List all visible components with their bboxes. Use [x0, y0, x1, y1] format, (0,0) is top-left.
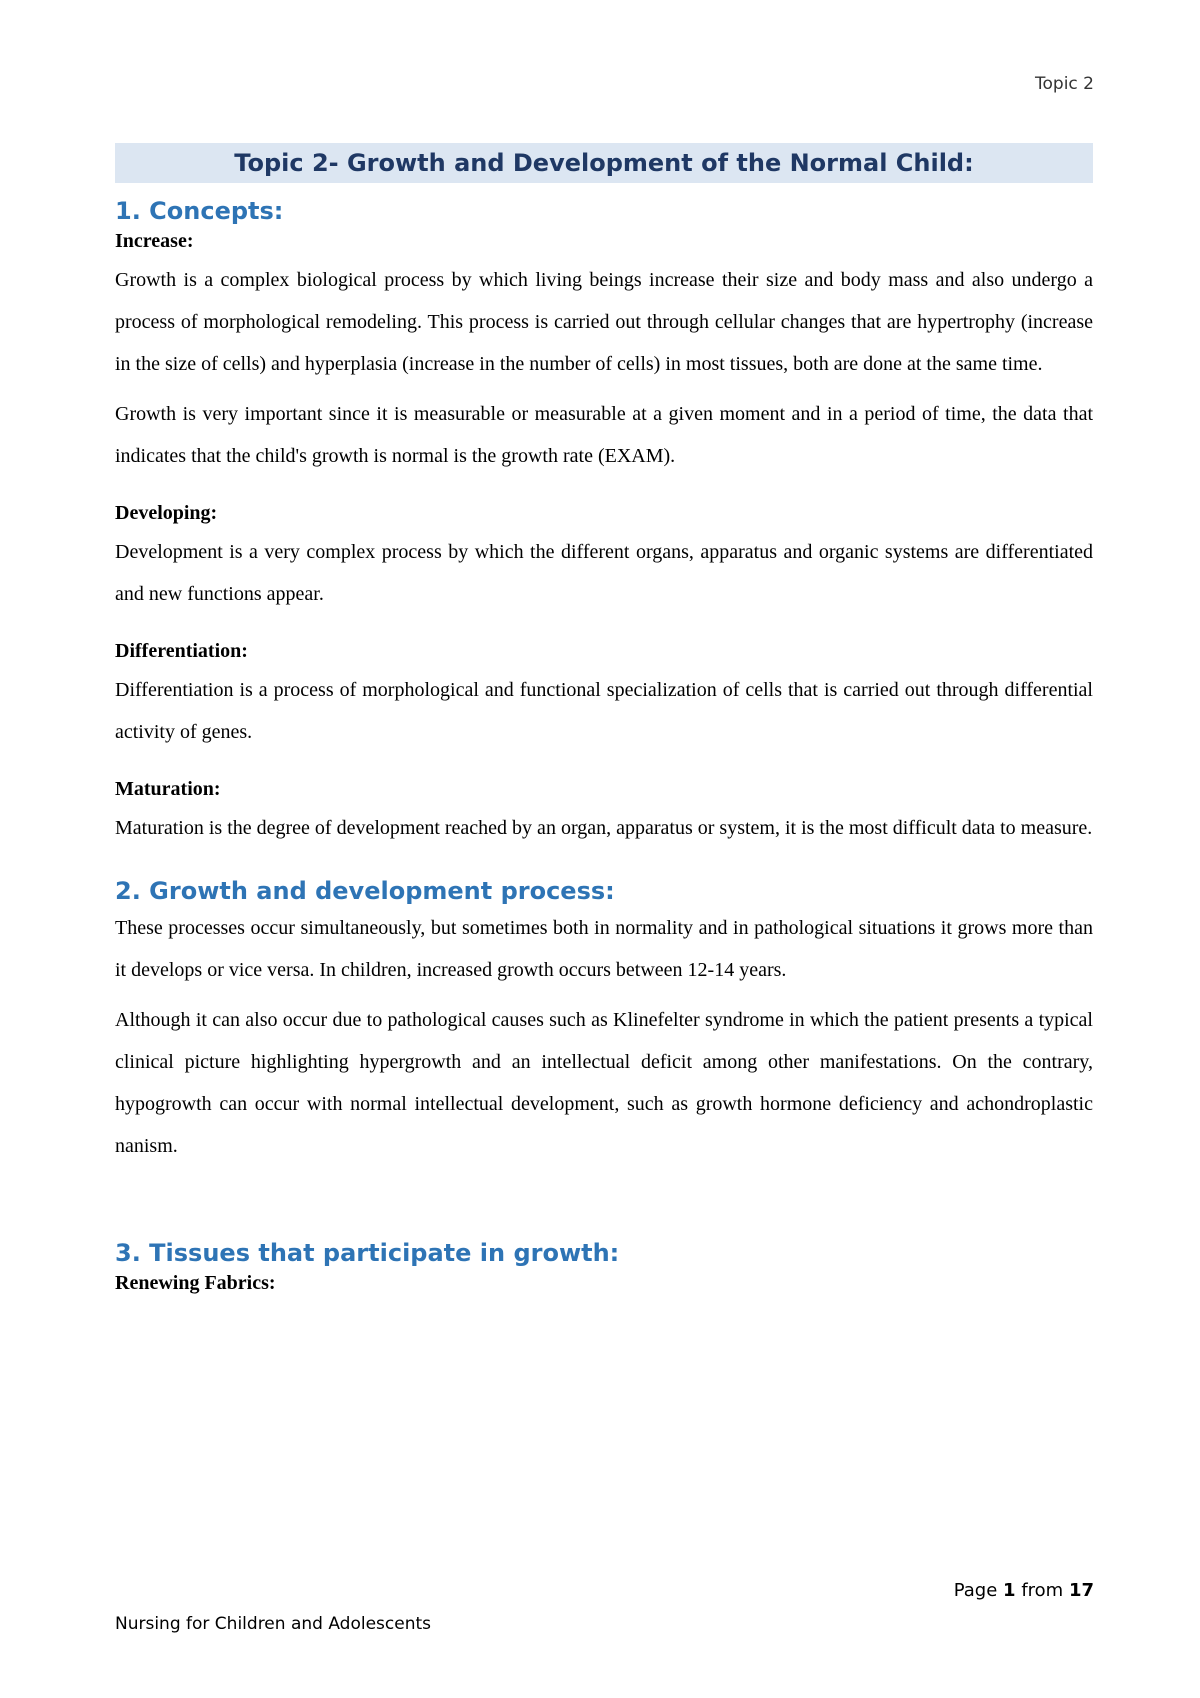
page-from: from — [1021, 1580, 1064, 1601]
header-topic-label: Topic 2 — [1035, 74, 1094, 94]
page-title: Topic 2- Growth and Development of the Normal Child: — [115, 143, 1093, 183]
paragraph-maturation: Maturation is the degree of development reached by an organ, apparatus or system, it is the most difficult data to measure. — [115, 817, 1093, 839]
page-current: 1 — [1003, 1580, 1016, 1601]
label-increase: Increase: — [115, 230, 194, 252]
page-number — [954, 1580, 1094, 1601]
footer-course-label: Nursing for Children and Adolescents — [115, 1614, 431, 1634]
paragraph-process-1: These processes occur simultaneously, but sometimes both in normality and in pathological situations it grows more than it develops or vice versa. In children, increased growth occurs between 12-14 years. — [115, 917, 1093, 981]
heading-tissues: 3. Tissues that participate in growth: — [115, 1239, 620, 1267]
page-prefix: Page — [953, 1580, 998, 1601]
label-differentiation: Differentiation: — [115, 640, 248, 662]
label-maturation: Maturation: — [115, 778, 221, 800]
paragraph-process-2: Although it can also occur due to pathological causes such as Klinefelter syndrome in which the patient presents a typical clinical picture highlighting hypergrowth and an intellectual deficit among other manifestations. On the contrary, hypogrowth can occur with normal intellectual development, such as growth hormone deficiency and achondroplastic nanism. — [115, 1009, 1093, 1157]
page-content — [115, 143, 1093, 1297]
page-total: 17 — [1068, 1580, 1094, 1601]
label-renewing-fabrics: Renewing Fabrics: — [115, 1272, 276, 1294]
paragraph-differentiation: Differentiation is a process of morphological and functional specialization of cells that is carried out through differential activity of genes. — [115, 679, 1093, 743]
label-developing: Developing: — [115, 502, 218, 524]
heading-concepts: 1. Concepts: — [115, 197, 284, 225]
heading-growth-process: 2. Growth and development process: — [115, 877, 615, 905]
paragraph-increase-1: Growth is a complex biological process by which living beings increase their size and body mass and also undergo a process of morphological remodeling. This process is carried out through cellular changes that are hypertrophy (increase in the size of cells) and hyperplasia (increase in the number of cells) in most tissues, both are done at the same time. — [115, 269, 1093, 375]
paragraph-developing: Development is a very complex process by which the different organs, apparatus and organic systems are differentiated and new functions appear. — [115, 541, 1093, 605]
paragraph-increase-2: Growth is very important since it is measurable or measurable at a given moment and in a period of time, the data that indicates that the child's growth is normal is the growth rate (EXAM). — [115, 403, 1093, 467]
